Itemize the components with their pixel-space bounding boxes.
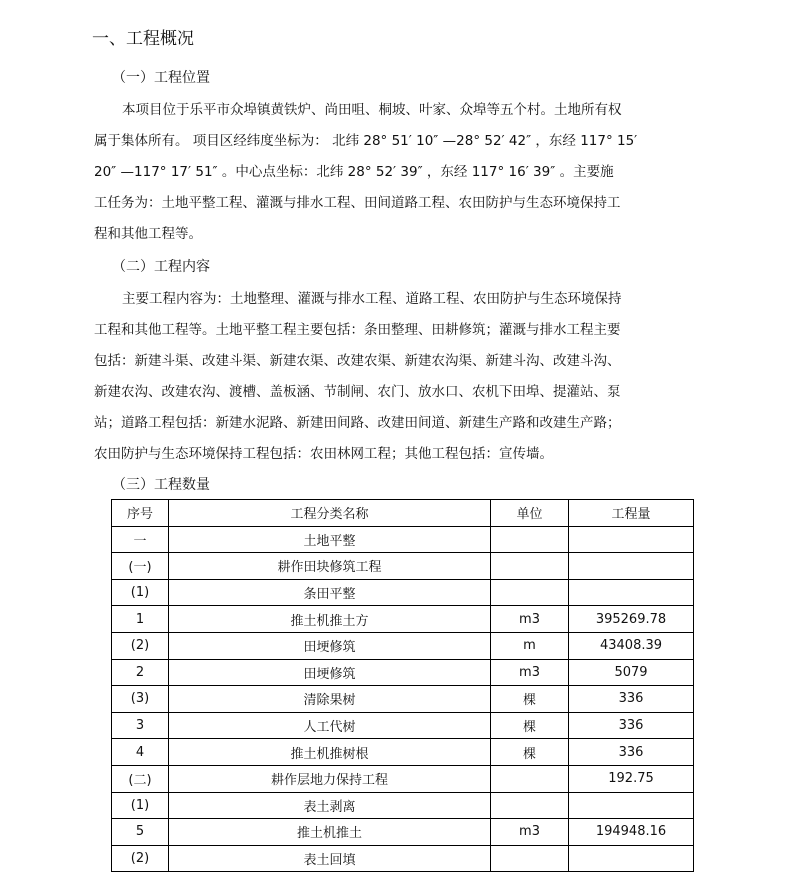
quantity-heading: （三）工程数量 xyxy=(112,477,210,493)
cell-unit xyxy=(491,792,569,819)
location-heading: （一）工程位置 xyxy=(112,70,210,86)
cell-name: 田埂修筑 xyxy=(169,659,491,686)
table-body xyxy=(112,526,694,872)
location-line: 工任务为：土地平整工程、灌溉与排水工程、田间道路工程、农田防护与生态环境保持工 xyxy=(94,195,621,211)
table-row xyxy=(112,686,694,713)
col-header-index: 序号 xyxy=(112,500,169,527)
cell-unit: m xyxy=(491,632,569,659)
cell-unit: m3 xyxy=(491,606,569,633)
cell-unit xyxy=(491,526,569,553)
cell-name: 推土机推土方 xyxy=(169,606,491,633)
cell-name: 表土回填 xyxy=(169,845,491,872)
cell-index: 5 xyxy=(112,819,169,846)
content-line: 主要工程内容为：土地整理、灌溉与排水工程、道路工程、农田防护与生态环境保持 xyxy=(122,291,622,307)
cell-unit xyxy=(491,845,569,872)
cell-amount xyxy=(569,792,694,819)
cell-unit: m3 xyxy=(491,819,569,846)
content-line: 工程和其他工程等。土地平整工程主要包括：条田整理、田耕修筑；灌溉与排水工程主要 xyxy=(94,322,621,338)
cell-amount: 43408.39 xyxy=(569,632,694,659)
content-line: 新建农沟、改建农沟、渡槽、盖板涵、节制闸、农门、放水口、农机下田埠、提灌站、泵 xyxy=(94,384,621,400)
cell-amount: 336 xyxy=(569,739,694,766)
col-header-amount: 工程量 xyxy=(569,500,694,527)
content-line: 包括：新建斗渠、改建斗渠、新建农渠、改建农渠、新建农沟渠、新建斗沟、改建斗沟、 xyxy=(94,353,621,369)
cell-index: 一 xyxy=(112,526,169,553)
cell-unit xyxy=(491,765,569,792)
table-row xyxy=(112,659,694,686)
cell-amount: 194948.16 xyxy=(569,819,694,846)
cell-amount xyxy=(569,526,694,553)
cell-unit: 棵 xyxy=(491,712,569,739)
cell-index: (二) xyxy=(112,765,169,792)
location-line: 程和其他工程等。 xyxy=(94,226,202,242)
location-line: 属于集体所有。 项目区经纬度坐标为： 北纬 28° 51′ 10″ —28° 52′ 42″ ，东经 117° 15′ xyxy=(94,133,638,149)
table-row xyxy=(112,632,694,659)
cell-name: 条田平整 xyxy=(169,579,491,606)
cell-unit: m3 xyxy=(491,659,569,686)
cell-name: 耕作层地力保持工程 xyxy=(169,765,491,792)
cell-name: 推土机推土 xyxy=(169,819,491,846)
table-row xyxy=(112,845,694,872)
cell-name: 人工代树 xyxy=(169,712,491,739)
cell-amount: 5079 xyxy=(569,659,694,686)
cell-unit xyxy=(491,553,569,580)
cell-unit: 棵 xyxy=(491,739,569,766)
col-header-unit: 单位 xyxy=(491,500,569,527)
cell-name: 清除果树 xyxy=(169,686,491,713)
table-row xyxy=(112,739,694,766)
section-title: 一、工程概况 xyxy=(92,29,194,49)
cell-index: 4 xyxy=(112,739,169,766)
location-line: 20″ —117° 17′ 51″ 。中心点坐标：北纬 28° 52′ 39″ ，东经 117° 16′ 39″ 。主要施 xyxy=(94,164,614,180)
cell-amount: 336 xyxy=(569,712,694,739)
table-row xyxy=(112,792,694,819)
cell-index: (2) xyxy=(112,845,169,872)
cell-name: 表土剥离 xyxy=(169,792,491,819)
cell-index: 2 xyxy=(112,659,169,686)
cell-amount: 192.75 xyxy=(569,765,694,792)
cell-index: (2) xyxy=(112,632,169,659)
table-row xyxy=(112,765,694,792)
table-row xyxy=(112,579,694,606)
cell-name: 推土机推树根 xyxy=(169,739,491,766)
cell-amount: 395269.78 xyxy=(569,606,694,633)
cell-index: (1) xyxy=(112,579,169,606)
cell-name: 土地平整 xyxy=(169,526,491,553)
content-heading: （二）工程内容 xyxy=(112,259,210,275)
cell-unit xyxy=(491,579,569,606)
cell-amount: 336 xyxy=(569,686,694,713)
cell-index: (一) xyxy=(112,553,169,580)
table-row xyxy=(112,553,694,580)
cell-amount xyxy=(569,845,694,872)
quantity-table xyxy=(111,499,694,872)
table-row xyxy=(112,712,694,739)
content-line: 农田防护与生态环境保持工程包括：农田林网工程；其他工程包括：宣传墙。 xyxy=(94,446,553,462)
location-line: 本项目位于乐平市众埠镇黄铁炉、尚田咀、桐坡、叶家、众埠等五个村。土地所有权 xyxy=(122,102,622,118)
content-line: 站；道路工程包括：新建水泥路、新建田间路、改建田间道、新建生产路和改建生产路； xyxy=(94,415,621,431)
table-row xyxy=(112,819,694,846)
col-header-name: 工程分类名称 xyxy=(169,500,491,527)
table-row xyxy=(112,606,694,633)
table-header-row xyxy=(112,500,694,527)
cell-name: 耕作田块修筑工程 xyxy=(169,553,491,580)
cell-index: (1) xyxy=(112,792,169,819)
cell-name: 田埂修筑 xyxy=(169,632,491,659)
cell-index: 3 xyxy=(112,712,169,739)
cell-unit: 棵 xyxy=(491,686,569,713)
cell-amount xyxy=(569,579,694,606)
cell-amount xyxy=(569,553,694,580)
cell-index: (3) xyxy=(112,686,169,713)
cell-index: 1 xyxy=(112,606,169,633)
table-row xyxy=(112,526,694,553)
